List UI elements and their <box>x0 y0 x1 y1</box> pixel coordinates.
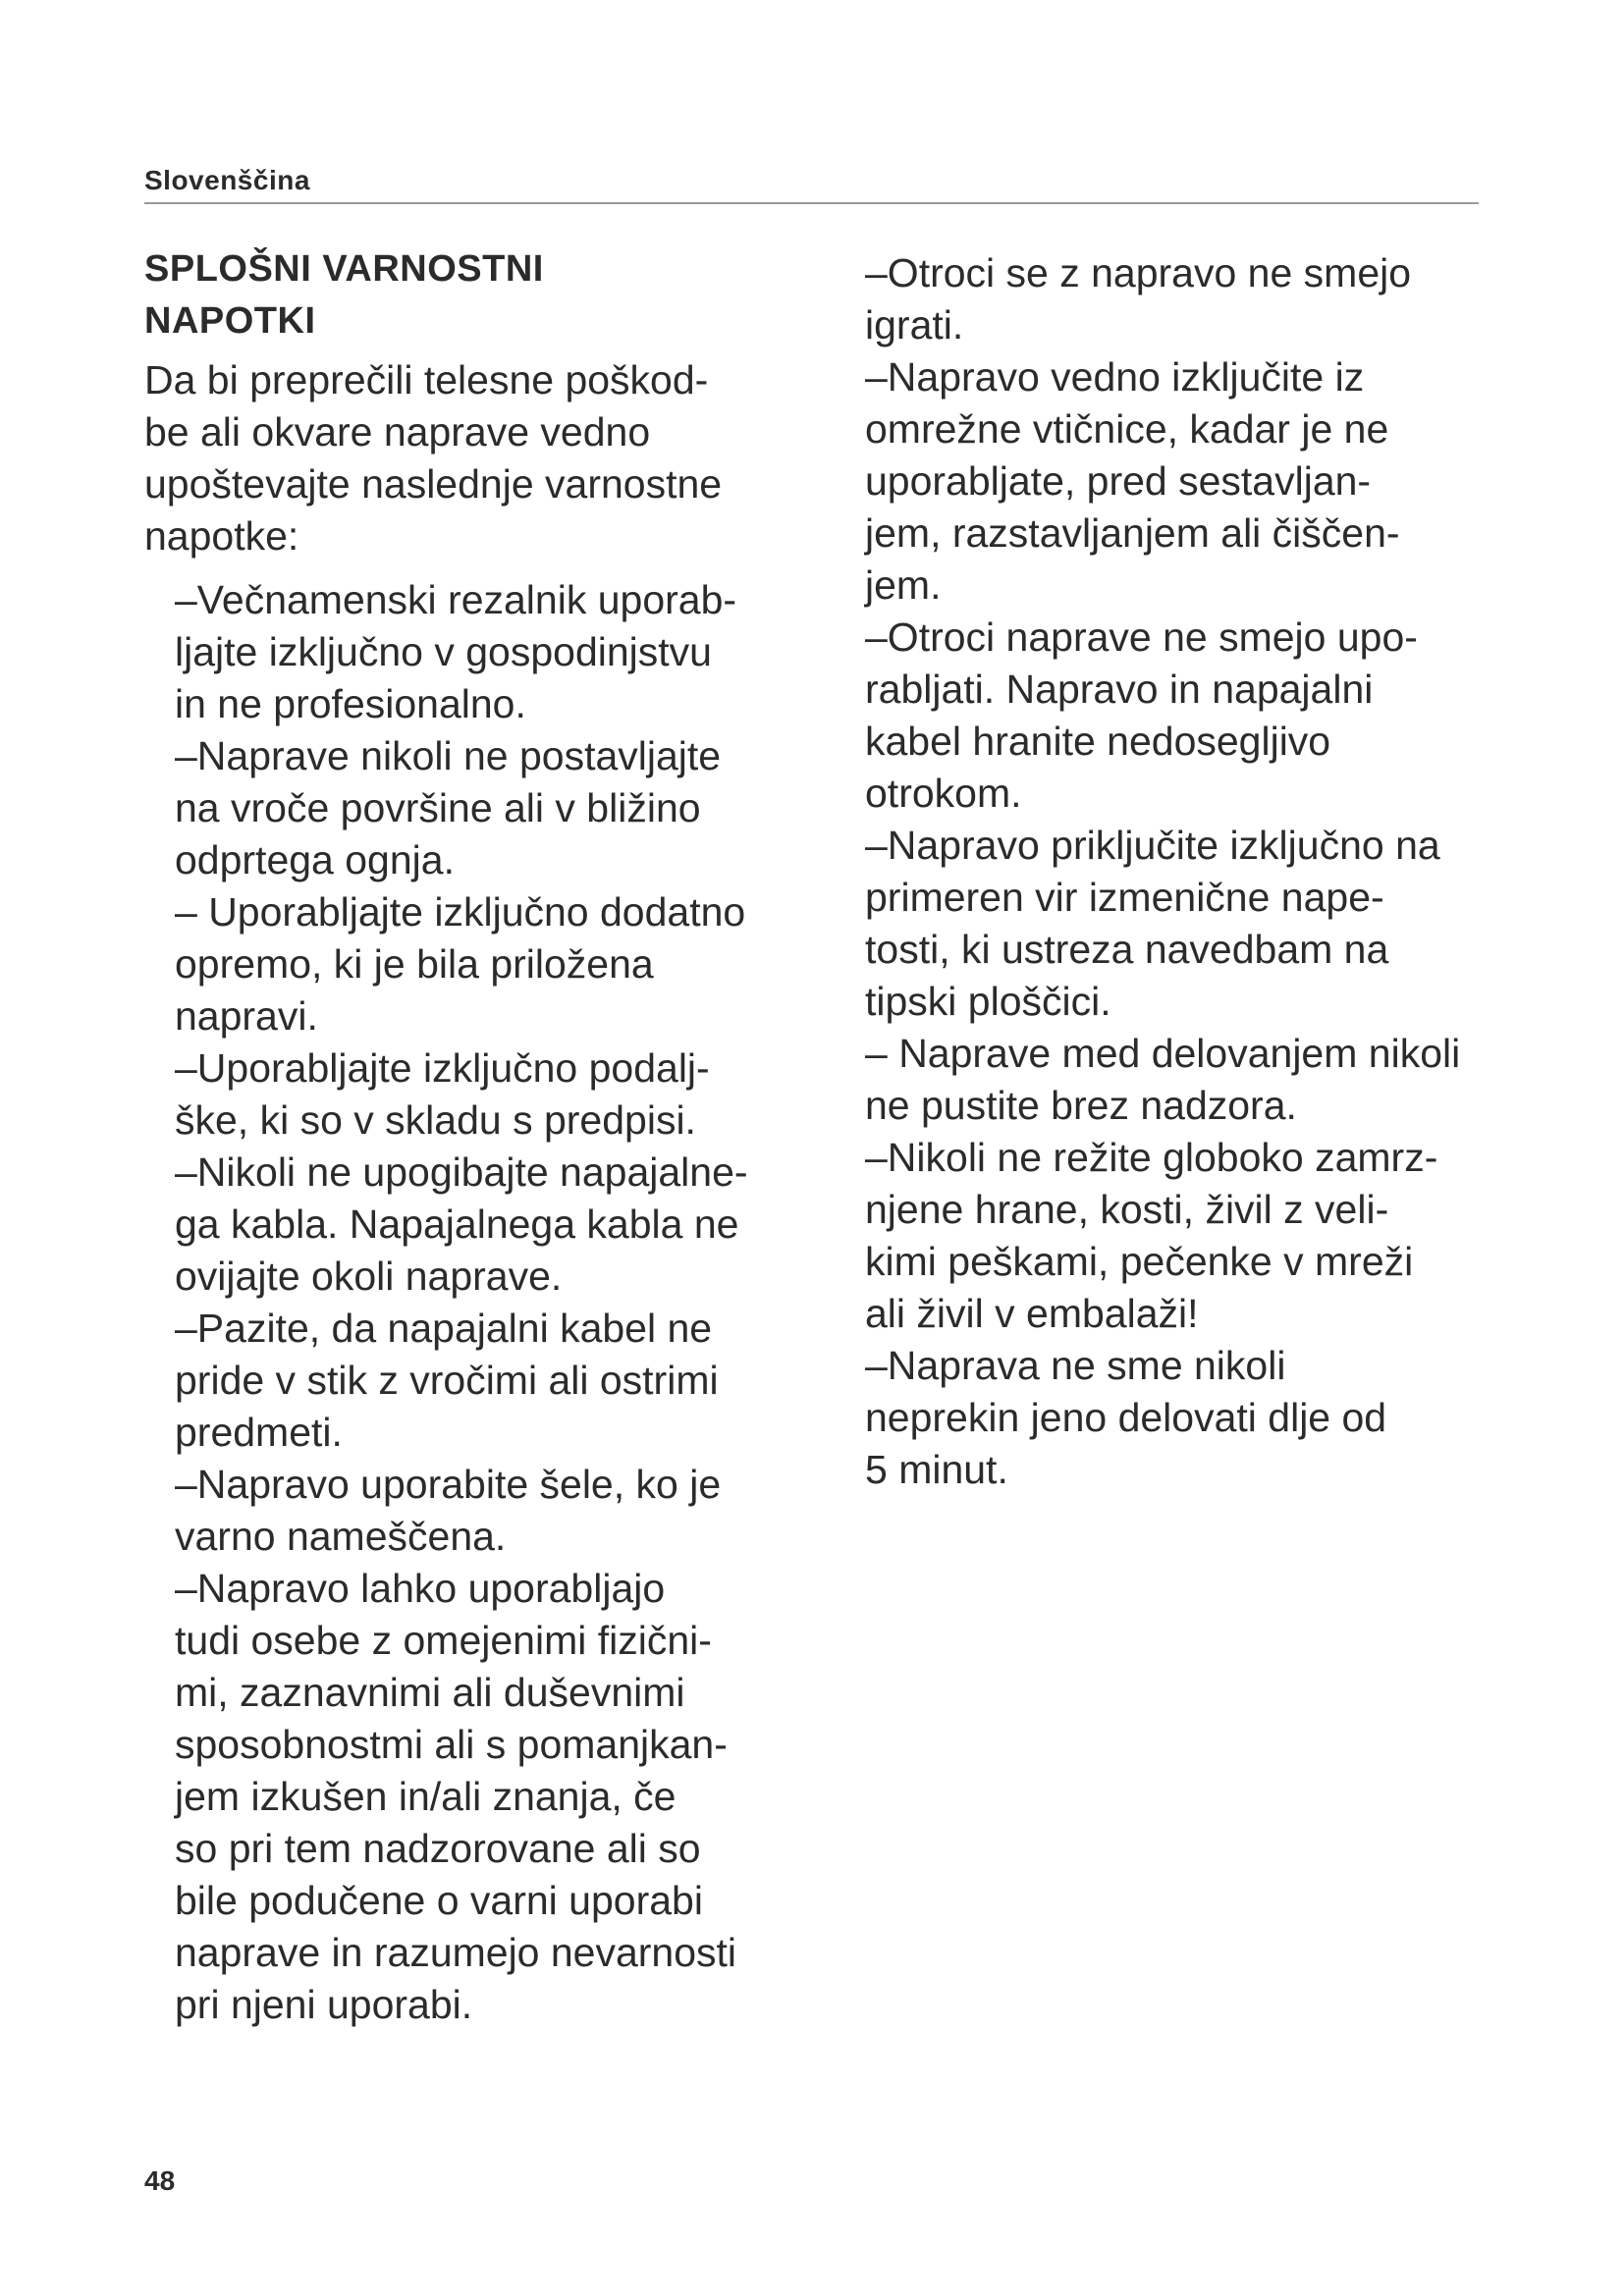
intro-line: upoštevajte naslednje varnostne <box>144 461 723 507</box>
safety-item <box>865 612 1533 820</box>
safety-item-line: –Uporabljajte izključno podalj- <box>175 1045 710 1091</box>
safety-item-line: njene hrane, kosti, živil z veli- <box>865 1187 1389 1232</box>
title-line: NAPOTKI <box>144 300 316 342</box>
safety-item-line: uporabljate, pred sestavljan- <box>865 458 1372 504</box>
safety-item-line: –Napravo priključite izključno na <box>865 823 1440 868</box>
safety-item-line: tipski ploščici. <box>865 979 1111 1024</box>
safety-item-line: pride v stik z vročimi ali ostrimi <box>175 1358 719 1403</box>
header-language-label: Slovenščina <box>144 165 310 195</box>
safety-item <box>865 351 1533 612</box>
safety-item-line: –Napravo uporabite šele, ko je <box>175 1462 722 1507</box>
intro-line: Da bi preprečili telesne poškod- <box>144 357 709 402</box>
safety-item-line: jem izkušen in/ali znanja, če <box>175 1774 677 1819</box>
safety-item-line: ške, ki so v skladu s predpisi. <box>175 1097 696 1143</box>
safety-item-line: omrežne vtičnice, kadar je ne <box>865 406 1389 452</box>
safety-item <box>865 1132 1533 1340</box>
safety-item <box>144 730 832 886</box>
safety-item <box>865 820 1533 1028</box>
title-line: SPLOŠNI VARNOSTNI <box>144 248 544 290</box>
safety-item-line: jem. <box>865 562 942 608</box>
safety-item-line: 5 minut. <box>865 1447 1008 1492</box>
safety-item <box>144 886 832 1042</box>
safety-item-line: sposobnostmi ali s pomanjkan- <box>175 1722 728 1767</box>
safety-item-line: ljajte izključno v gospodinjstvu <box>175 629 712 674</box>
page-number: 48 <box>144 2165 176 2196</box>
safety-item-line: napravi. <box>175 993 318 1039</box>
safety-item-line: ali živil v embalaži! <box>865 1291 1199 1336</box>
safety-item-line: tudi osebe z omejenimi fizični- <box>175 1618 712 1663</box>
safety-item-line: bile podučene o varni uporabi <box>175 1878 703 1923</box>
safety-item-line: in ne profesionalno. <box>175 681 526 726</box>
intro-paragraph <box>144 354 783 562</box>
safety-item-line: ga kabla. Napajalnega kabla ne <box>175 1201 739 1247</box>
safety-item <box>144 1563 832 2031</box>
safety-item-line: –Naprava ne sme nikoli <box>865 1343 1286 1388</box>
right-column <box>865 247 1533 1496</box>
safety-item <box>144 1042 832 1147</box>
safety-item-line: kabel hranite nedosegljivo <box>865 719 1331 764</box>
safety-item-line: ne pustite brez nadzora. <box>865 1083 1297 1128</box>
left-column <box>144 243 832 2031</box>
safety-item <box>144 1147 832 1303</box>
safety-item-line: tosti, ki ustreza navedbam na <box>865 927 1389 972</box>
safety-item-line: so pri tem nadzorovane ali so <box>175 1826 701 1871</box>
header-divider <box>144 202 1479 204</box>
safety-item <box>144 574 832 730</box>
safety-item-line: odprtega ognja. <box>175 837 455 882</box>
safety-item <box>865 1340 1533 1496</box>
safety-item-line: –Večnamenski rezalnik uporab- <box>175 577 737 622</box>
safety-item-line: –Naprave nikoli ne postavljajte <box>175 733 722 778</box>
safety-item-line: na vroče površine ali v bližino <box>175 785 701 830</box>
safety-item-line: kimi peškami, pečenke v mreži <box>865 1239 1414 1284</box>
safety-item-line: otrokom. <box>865 771 1022 816</box>
safety-item <box>865 1028 1533 1132</box>
safety-item-line: jem, razstavljanjem ali čiščen- <box>865 510 1400 556</box>
safety-item-line: – Naprave med delovanjem nikoli <box>865 1031 1461 1076</box>
safety-item-line: primeren vir izmenične nape- <box>865 875 1384 920</box>
safety-item-line: –Napravo vedno izključite iz <box>865 354 1365 400</box>
section-title <box>144 243 832 347</box>
safety-item-line: ovijajte okoli naprave. <box>175 1254 563 1299</box>
safety-item-line: – Uporabljajte izključno dodatno <box>175 889 746 934</box>
safety-item-line: –Nikoli ne upogibajte napajalne- <box>175 1149 748 1195</box>
safety-item-line: –Otroci naprave ne smejo upo- <box>865 614 1418 660</box>
safety-item-line: opremo, ki je bila priložena <box>175 941 654 987</box>
safety-item-line: naprave in razumejo nevarnosti <box>175 1930 737 1975</box>
safety-item-line: rabljati. Napravo in napajalni <box>865 667 1374 712</box>
safety-item-line: mi, zaznavnimi ali duševnimi <box>175 1670 685 1715</box>
safety-item-line: –Nikoli ne režite globoko zamrz- <box>865 1135 1438 1180</box>
intro-line: napotke: <box>144 513 299 559</box>
safety-item-line: predmeti. <box>175 1410 343 1455</box>
safety-item <box>144 1459 832 1563</box>
safety-item-line: pri njeni uporabi. <box>175 1982 473 2027</box>
safety-item <box>865 247 1533 351</box>
safety-item-line: igrati. <box>865 302 964 347</box>
safety-item-line: varno nameščena. <box>175 1514 507 1559</box>
safety-item <box>144 1303 832 1459</box>
safety-item-line: neprekin jeno delovati dlje od <box>865 1395 1387 1440</box>
safety-item-line: –Otroci se z napravo ne smejo <box>865 250 1412 295</box>
safety-item-line: –Napravo lahko uporabljajo <box>175 1566 666 1611</box>
safety-item-line: –Pazite, da napajalni kabel ne <box>175 1306 713 1351</box>
intro-line: be ali okvare naprave vedno <box>144 409 651 454</box>
